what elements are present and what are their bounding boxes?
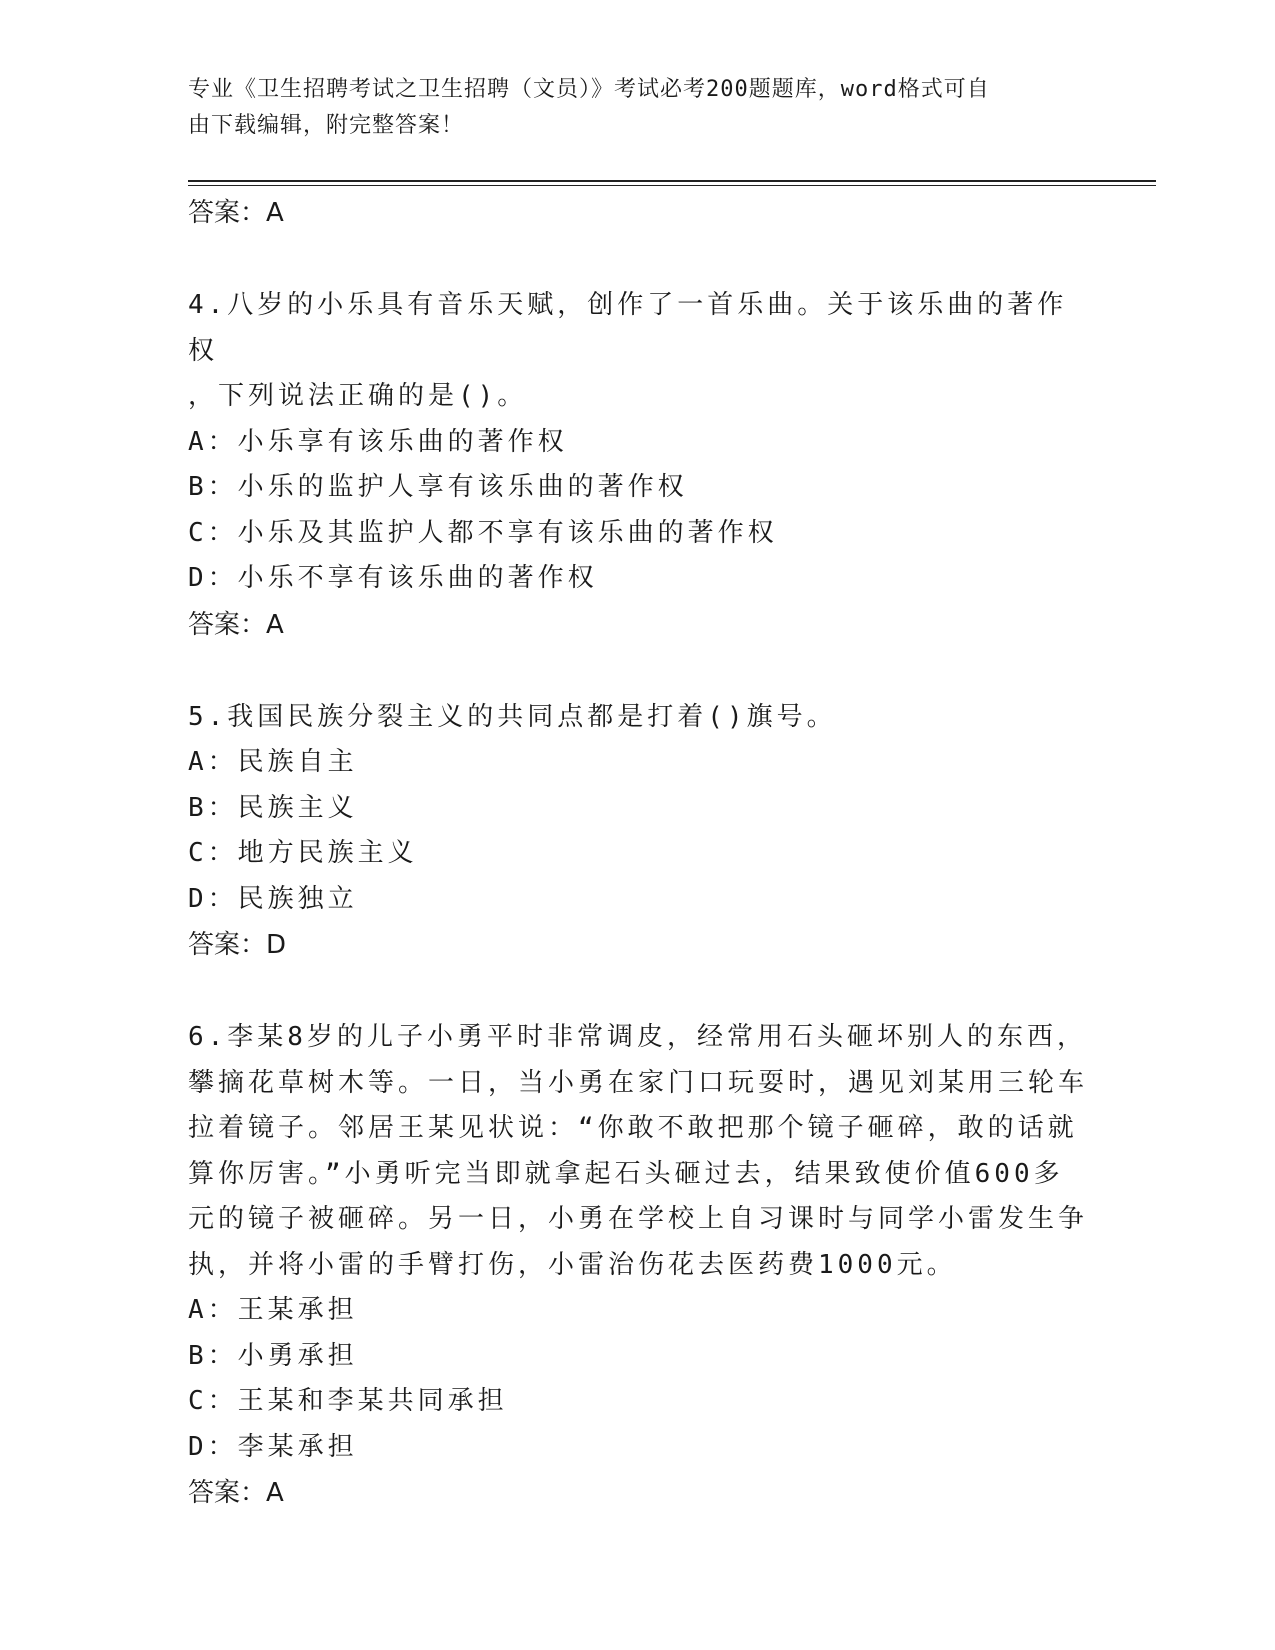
option-a: A：小乐享有该乐曲的著作权 bbox=[188, 426, 568, 457]
document-body bbox=[188, 190, 1088, 1516]
question-stem-line: 5.我国民族分裂主义的共同点都是打着()旗号。 bbox=[188, 701, 837, 732]
previous-answer: 答案：A bbox=[188, 198, 284, 228]
header-rule-thin bbox=[188, 185, 1156, 186]
question-stem-line: 攀摘花草树木等。一日，当小勇在家门口玩耍时，遇见刘某用三轮车 bbox=[188, 1067, 1089, 1098]
option-c: C：小乐及其监护人都不享有该乐曲的著作权 bbox=[188, 517, 778, 548]
question-stem-line: 算你厉害。”小勇听完当即就拿起石头砸过去，结果致使价值600多 bbox=[188, 1158, 1064, 1189]
option-d: D：小乐不享有该乐曲的著作权 bbox=[188, 563, 598, 593]
answer-line: 答案：A bbox=[188, 1478, 284, 1508]
question-stem-line: ，下列说法正确的是()。 bbox=[188, 381, 528, 411]
question-stem-line: 4.八岁的小乐具有音乐天赋，创作了一首乐曲。关于该乐曲的著作权 bbox=[188, 290, 1068, 366]
option-a: A：民族自主 bbox=[188, 747, 358, 777]
header-line-1: 专业《卫生招聘考试之卫生招聘（文员）》考试必考200题题库，word格式可自 bbox=[188, 77, 990, 102]
option-d: D：民族独立 bbox=[188, 883, 358, 914]
question-6 bbox=[188, 1015, 1088, 1516]
question-stem-line: 6.李某8岁的儿子小勇平时非常调皮，经常用石头砸坏别人的东西， bbox=[188, 1022, 1087, 1052]
option-b: B：小乐的监护人享有该乐曲的著作权 bbox=[188, 472, 688, 502]
question-5 bbox=[188, 695, 1088, 969]
question-stem-line: 执，并将小雷的手臂打伤，小雷治伤花去医药费1000元。 bbox=[188, 1249, 957, 1280]
answer-line: 答案：D bbox=[188, 930, 287, 960]
option-b: B：小勇承担 bbox=[188, 1340, 358, 1371]
option-d: D：李某承担 bbox=[188, 1431, 358, 1462]
option-b: B：民族主义 bbox=[188, 792, 358, 823]
header-line-2: 由下载编辑，附完整答案！ bbox=[188, 113, 465, 138]
question-stem-line: 拉着镜子。邻居王某见状说：“你敢不敢把那个镜子砸碎，敢的话就 bbox=[188, 1113, 1078, 1143]
question-4 bbox=[188, 283, 1088, 648]
document-header bbox=[188, 72, 1068, 144]
header-rule-thick bbox=[188, 180, 1156, 182]
option-a: A：王某承担 bbox=[188, 1295, 358, 1325]
option-c: C：王某和李某共同承担 bbox=[188, 1386, 508, 1416]
option-c: C：地方民族主义 bbox=[188, 838, 418, 868]
question-stem-line: 元的镜子被砸碎。另一日，小勇在学校上自习课时与同学小雷发生争 bbox=[188, 1204, 1089, 1234]
answer-line: 答案：A bbox=[188, 609, 284, 640]
